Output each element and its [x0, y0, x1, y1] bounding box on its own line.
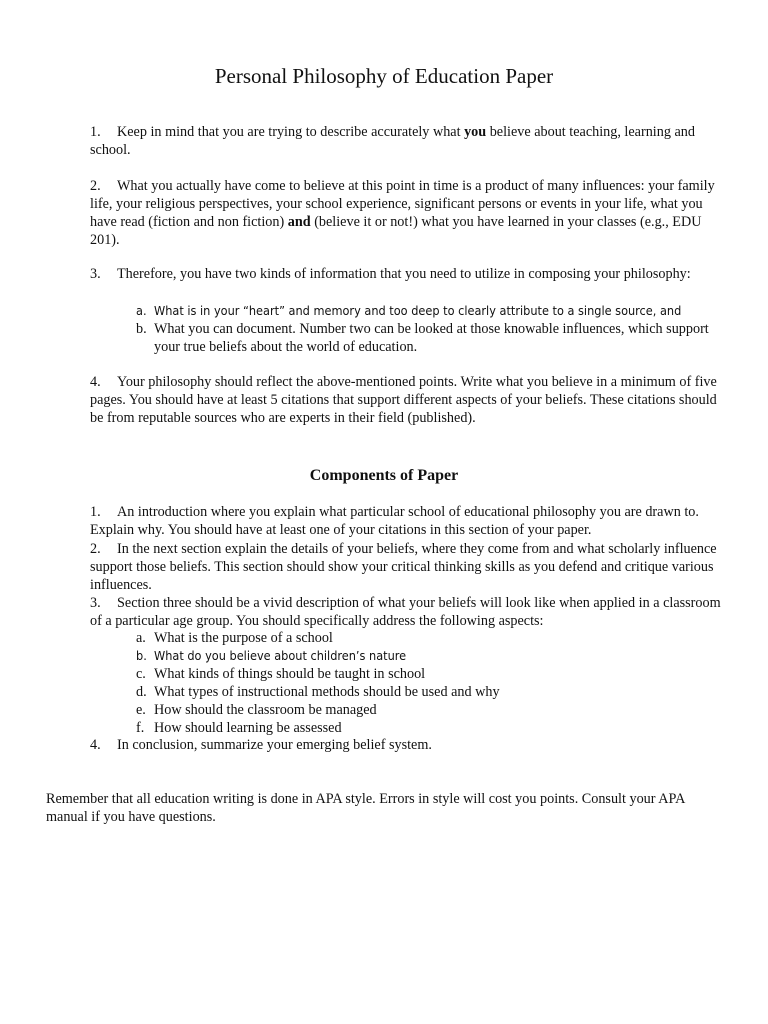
list-item-letter: b.	[136, 321, 147, 337]
paragraph-text: believe about teaching, learning and school.	[90, 124, 695, 158]
list-item	[136, 719, 726, 737]
list-item	[136, 701, 726, 719]
paragraph-text: (believe it or not!) what you have learned in your classes (e.g., EDU 201).	[90, 214, 702, 248]
list-item	[136, 665, 726, 683]
list-item-text: In the next section explain the details of your beliefs, where they come from and what scholarly influence support those beliefs. This section should show your critical thinking skills as you defend and critique various influences.	[90, 541, 717, 593]
paragraph-text: Therefore, you have two kinds of information that you need to utilize in composing your philosophy:	[117, 266, 691, 282]
list-item-text: An introduction where you explain what particular school of educational philosophy you are drawn to. Explain why. You should have at least one of your citations in this section of your paper.	[90, 504, 699, 538]
list-item-number: 1.	[90, 504, 101, 520]
list-item-letter: e.	[136, 702, 146, 718]
emphasis-text: you	[464, 124, 487, 140]
list-item-text: What types of instructional methods should be used and why	[154, 684, 500, 700]
list-item-letter: f.	[136, 720, 145, 736]
paragraph-number: 2.	[90, 178, 101, 194]
paragraph-number: 4.	[90, 374, 101, 390]
list-item	[136, 629, 726, 647]
components-item-4	[90, 736, 726, 754]
closing-note: Remember that all education writing is done in APA style. Errors in style will cost you points. Consult your APA manual if you have questions.	[46, 791, 685, 825]
components-item-2	[90, 540, 726, 594]
list-item-text: How should the classroom be managed	[154, 702, 377, 718]
list-item	[136, 302, 726, 320]
paragraph-text: Keep in mind that you are trying to describe accurately what	[117, 124, 465, 140]
list-item-text: What is in your “heart” and memory and too deep to clearly attribute to a single source, and	[154, 303, 682, 318]
information-kinds-list	[136, 302, 726, 356]
list-item-letter: a.	[136, 630, 146, 646]
list-item-letter: c.	[136, 666, 146, 682]
paragraph-text: Your philosophy should reflect the above-mentioned points. Write what you believe in a minimum of five pages. You should have at least 5 citations that support different aspects of your beliefs. These citations should be from reputable sources who are experts in their field (published).	[90, 374, 717, 426]
intro-paragraph-2	[90, 177, 722, 249]
list-item-text: Section three should be a vivid description of what your beliefs will look like when applied in a classroom of a particular age group. You should specifically address the following aspects:	[90, 595, 721, 629]
paragraph-number: 3.	[90, 266, 101, 282]
intro-paragraph-3	[90, 265, 722, 283]
paragraph-text: What you actually have come to believe at this point in time is a product of many influences: your family life, your religious perspectives, your school experience, significant persons or events in your life, what you have read (fiction and non fiction)	[90, 178, 715, 230]
list-item-number: 2.	[90, 541, 101, 557]
intro-paragraph-1	[90, 123, 722, 159]
list-item-text: What you can document. Number two can be looked at those knowable influences, which support your true beliefs about the world of education.	[154, 321, 709, 355]
section-heading: Components of Paper	[309, 467, 459, 484]
paragraph-number: 1.	[90, 124, 101, 140]
document-title: Personal Philosophy of Education Paper	[214, 64, 554, 88]
components-item-3	[90, 594, 726, 630]
intro-paragraph-4	[90, 373, 722, 427]
list-item-text: What kinds of things should be taught in school	[154, 666, 426, 682]
list-item-number: 4.	[90, 737, 101, 753]
list-item-number: 3.	[90, 595, 101, 611]
list-item-text: In conclusion, summarize your emerging belief system.	[117, 737, 432, 753]
list-item	[136, 647, 726, 665]
aspects-list	[136, 629, 726, 737]
list-item-text: What is the purpose of a school	[154, 630, 333, 646]
list-item-text: What do you believe about children’s nature	[154, 648, 407, 663]
list-item-text: How should learning be assessed	[154, 720, 342, 736]
list-item	[136, 320, 726, 356]
list-item-letter: b.	[136, 648, 147, 663]
list-item-letter: d.	[136, 684, 147, 700]
emphasis-text: and	[287, 214, 311, 230]
components-item-1	[90, 503, 726, 539]
list-item	[136, 683, 726, 701]
list-item-letter: a.	[136, 303, 147, 318]
